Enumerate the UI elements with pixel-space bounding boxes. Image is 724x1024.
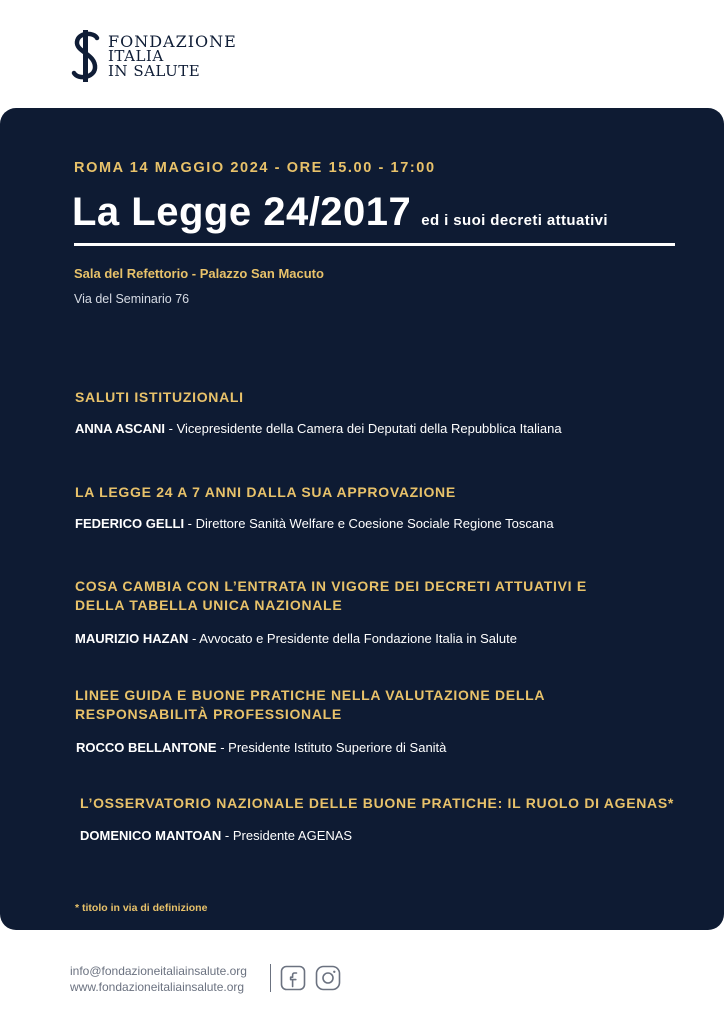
- logo-wordmark: [108, 31, 237, 80]
- program-item-title: [80, 794, 674, 813]
- logo-line: IN SALUTE: [108, 61, 201, 80]
- program-title-line: LINEE GUIDA E BUONE PRATICHE NELLA VALUTAZIONE DELLA: [75, 687, 546, 703]
- program-item-title: [75, 388, 244, 407]
- footnote: * titolo in via di definizione: [75, 902, 208, 914]
- header: [0, 0, 724, 110]
- event-date: ROMA 14 MAGGIO 2024 - ORE 15.00 - 17:00: [74, 160, 436, 176]
- fondazione-logo-icon: [70, 28, 102, 84]
- email-link[interactable]: info@fondazioneitaliainsalute.org: [70, 964, 247, 978]
- program-title-line: LA LEGGE 24 A 7 ANNI DALLA SUA APPROVAZIONE: [75, 484, 456, 500]
- logo-line: ITALIA: [108, 46, 164, 65]
- program-title-line: L’OSSERVATORIO NAZIONALE DELLE BUONE PRATICHE: IL RUOLO DI AGENAS*: [80, 795, 675, 811]
- event-venue: Sala del Refettorio - Palazzo San Macuto: [74, 266, 324, 281]
- instagram-icon[interactable]: [315, 965, 341, 991]
- facebook-icon[interactable]: [280, 965, 306, 991]
- program-title-line: RESPONSABILITÀ PROFESSIONALE: [75, 706, 342, 722]
- contacts: [70, 963, 247, 995]
- program-speaker: [80, 828, 352, 843]
- program-speaker: [75, 516, 554, 531]
- speaker-role: - Presidente Istituto Superiore di Sanità: [216, 740, 447, 755]
- program-speaker: [75, 421, 562, 436]
- logo-line: FONDAZIONE: [108, 31, 237, 51]
- speaker-role: - Direttore Sanità Welfare e Coesione Sociale Regione Toscana: [184, 516, 554, 531]
- footer-divider: [270, 964, 271, 992]
- title-row: [72, 188, 608, 236]
- event-title: La Legge 24/2017: [72, 190, 412, 234]
- speaker-name: DOMENICO MANTOAN: [80, 828, 222, 843]
- program-speaker: [75, 631, 517, 646]
- speaker-name: ANNA ASCANI: [75, 421, 166, 436]
- event-subtitle: ed i suoi decreti attuativi: [421, 212, 608, 229]
- program-title-line: SALUTI ISTITUZIONALI: [75, 389, 244, 405]
- program-speaker: [76, 740, 446, 755]
- speaker-role: - Vicepresidente della Camera dei Deputati della Repubblica Italiana: [165, 421, 562, 436]
- program-item-title: [75, 483, 456, 502]
- program-item-title: [75, 686, 545, 724]
- program-item-title: [75, 577, 587, 615]
- program-title-line: COSA CAMBIA CON L’ENTRATA IN VIGORE DEI DECRETI ATTUATIVI E: [75, 578, 587, 594]
- title-underline: [74, 243, 675, 246]
- event-address: Via del Seminario 76: [74, 292, 190, 306]
- speaker-name: MAURIZIO HAZAN: [75, 631, 189, 646]
- logo[interactable]: [70, 28, 237, 84]
- program-title-line: DELLA TABELLA UNICA NAZIONALE: [75, 597, 343, 613]
- speaker-role: - Presidente AGENAS: [221, 828, 353, 843]
- speaker-role: - Avvocato e Presidente della Fondazione Italia in Salute: [188, 631, 517, 646]
- speaker-name: FEDERICO GELLI: [75, 516, 185, 531]
- website-link[interactable]: www.fondazioneitaliainsalute.org: [70, 980, 245, 994]
- speaker-name: ROCCO BELLANTONE: [76, 740, 217, 755]
